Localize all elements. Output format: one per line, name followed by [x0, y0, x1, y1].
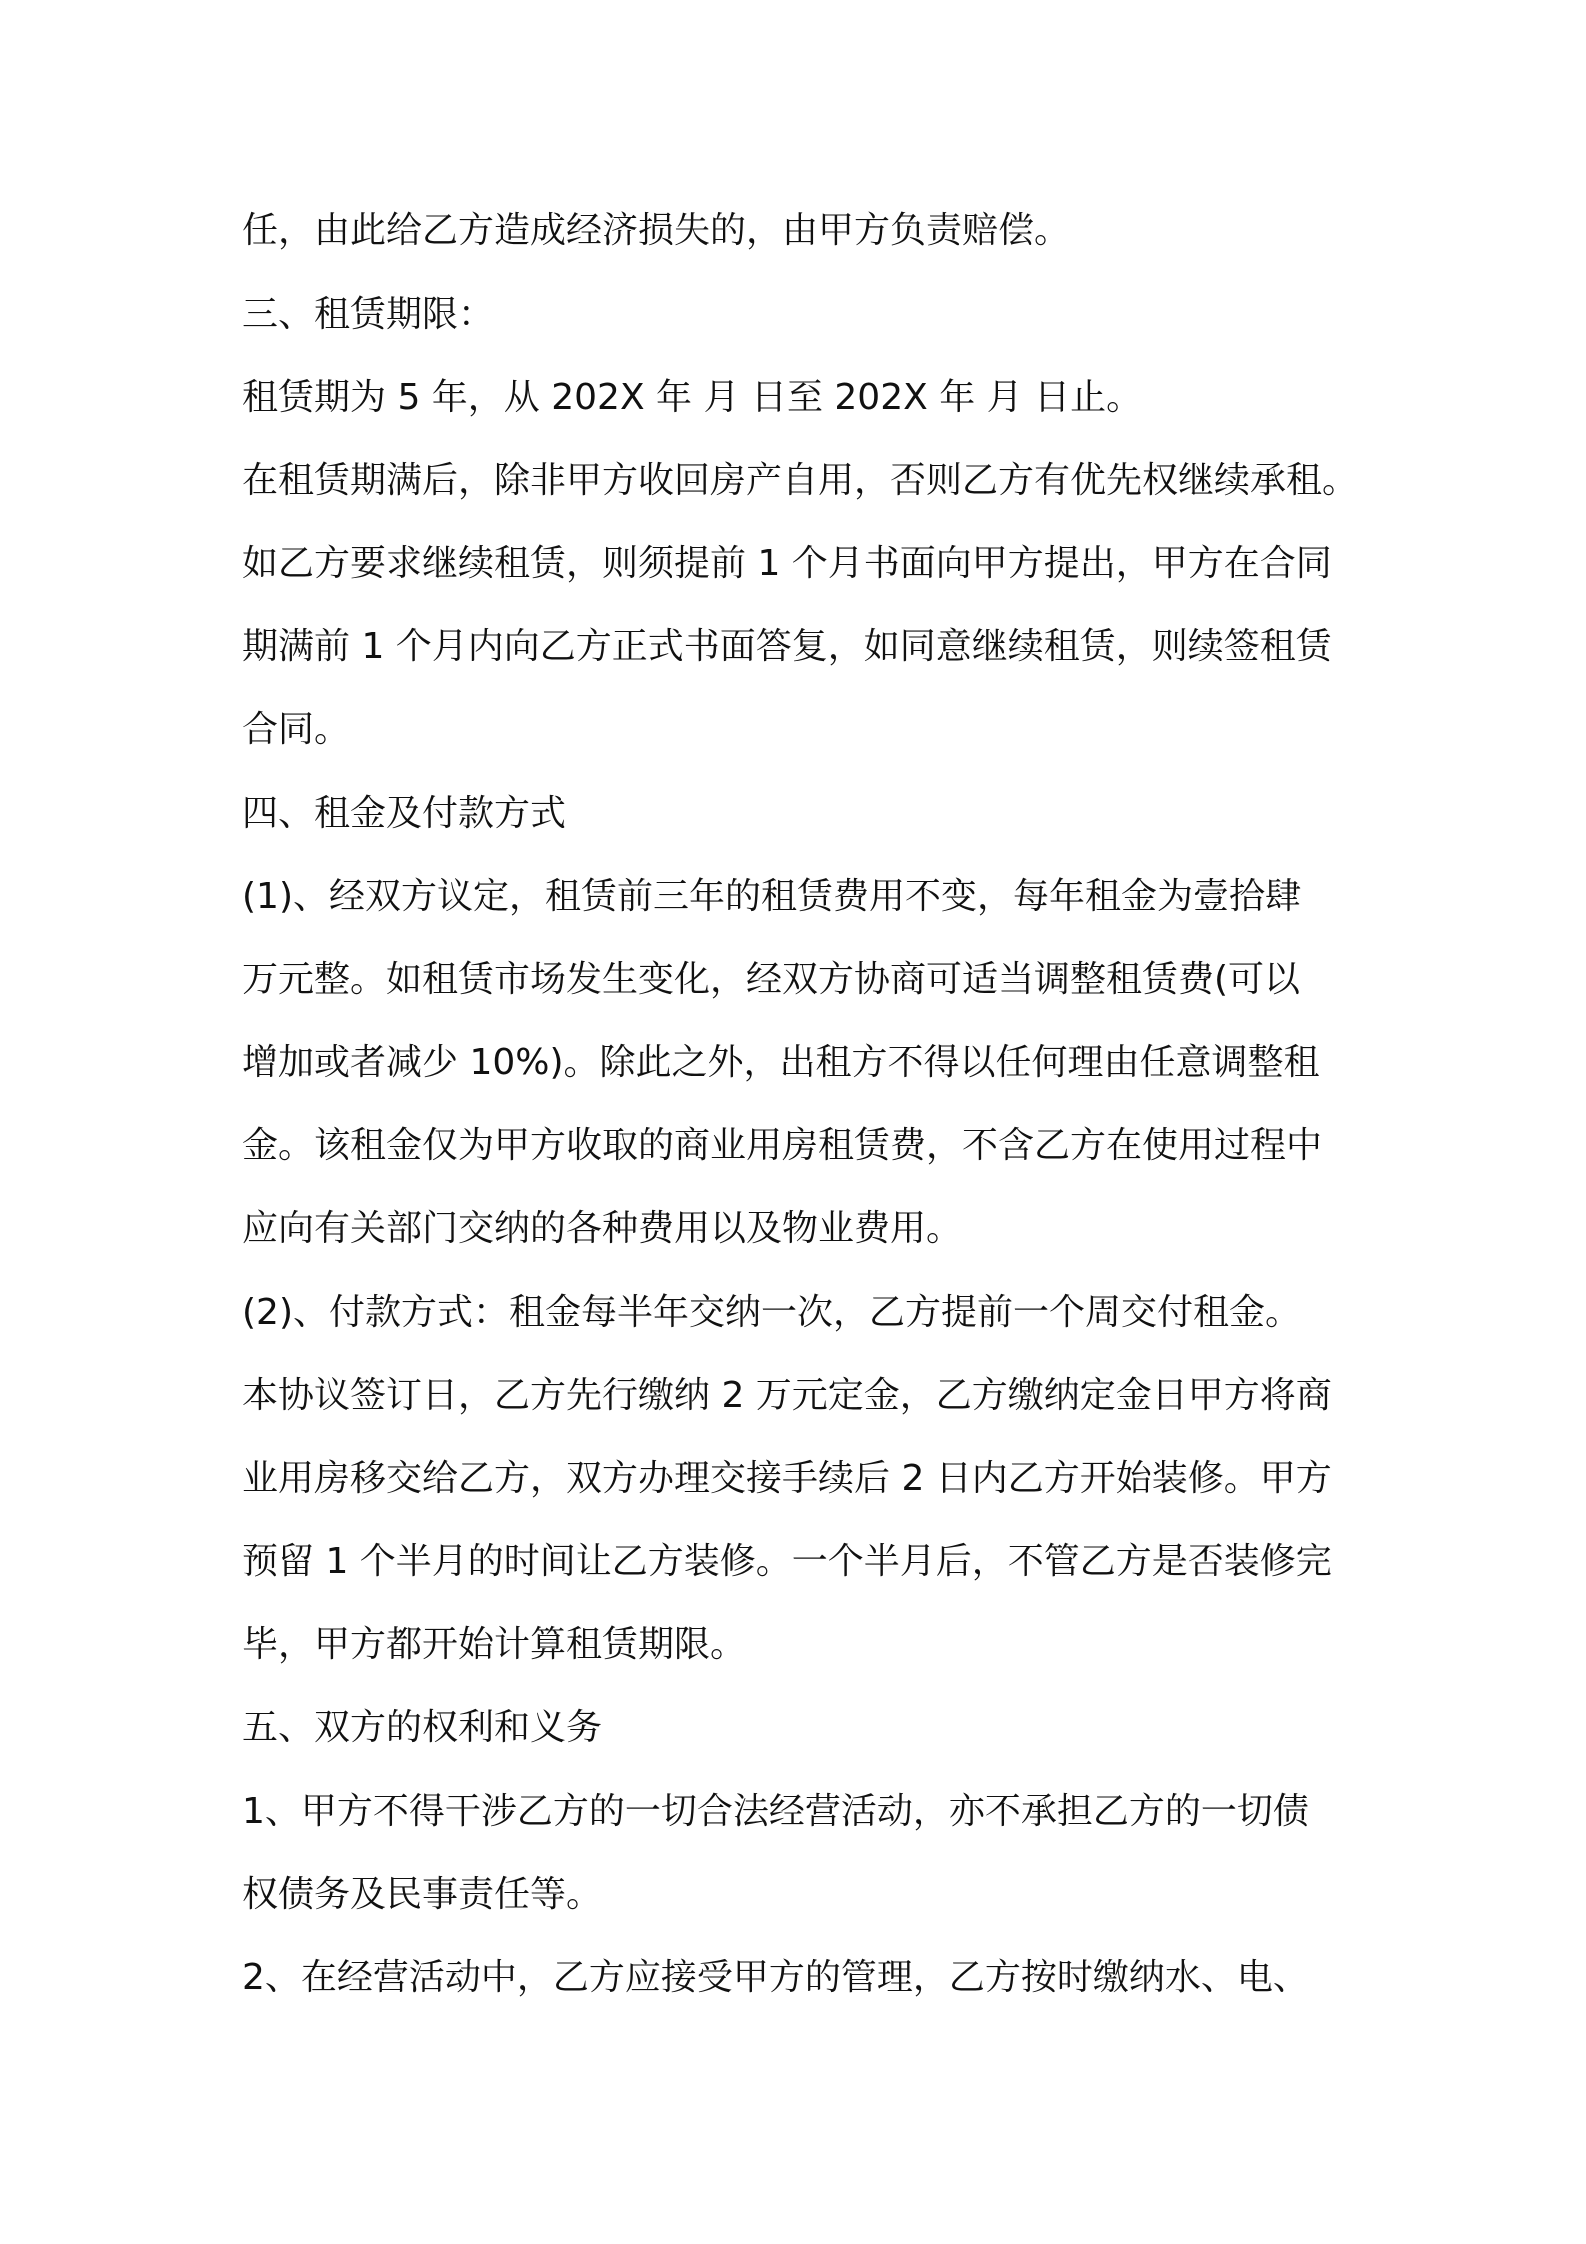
text-line: 应向有关部门交纳的各种费用以及物业费用。	[242, 1208, 963, 1249]
text-line: 业用房移交给乙方，双方办理交接手续后 2 日内乙方开始装修。甲方	[242, 1458, 1332, 1499]
text-line: (1)、经双方议定，租赁前三年的租赁费用不变，每年租金为壹拾肆	[242, 876, 1301, 917]
text-line: 2、在经营活动中，乙方应接受甲方的管理，乙方按时缴纳水、电、	[242, 1957, 1309, 1998]
text-line: 租赁期为 5 年，从 202X 年 月 日至 202X 年 月 日止。	[242, 377, 1143, 418]
text-line: 权债务及民事责任等。	[242, 1874, 603, 1915]
section-heading: 五、双方的权利和义务	[242, 1707, 603, 1748]
text-line: 如乙方要求继续租赁，则须提前 1 个月书面向甲方提出，甲方在合同	[242, 543, 1332, 584]
text-line: 1、甲方不得干涉乙方的一切合法经营活动，亦不承担乙方的一切债	[242, 1791, 1309, 1832]
section-heading: 四、租金及付款方式	[242, 793, 567, 834]
text-line: 金。该租金仅为甲方收取的商业用房租赁费，不含乙方在使用过程中	[242, 1125, 1323, 1166]
section-heading: 三、租赁期限：	[242, 294, 495, 335]
text-line: 在租赁期满后，除非甲方收回房产自用，否则乙方有优先权继续承租。	[242, 460, 1359, 501]
text-line: 任，由此给乙方造成经济损失的，由甲方负责赔偿。	[242, 210, 1071, 251]
text-line: 期满前 1 个月内向乙方正式书面答复，如同意继续租赁，则续签租赁	[242, 626, 1332, 667]
text-line: 合同。	[242, 709, 351, 750]
text-line: 本协议签订日，乙方先行缴纳 2 万元定金，乙方缴纳定金日甲方将商	[242, 1375, 1332, 1416]
text-line: 毕，甲方都开始计算租赁期限。	[242, 1624, 747, 1665]
text-line: (2)、付款方式：租金每半年交纳一次，乙方提前一个周交付租金。	[242, 1292, 1301, 1333]
text-line: 预留 1 个半月的时间让乙方装修。一个半月后，不管乙方是否装修完	[242, 1541, 1332, 1582]
text-line: 万元整。如租赁市场发生变化，经双方协商可适当调整租赁费(可以	[242, 959, 1301, 1000]
text-line: 增加或者减少 10%)。除此之外，出租方不得以任何理由任意调整租	[242, 1042, 1320, 1083]
